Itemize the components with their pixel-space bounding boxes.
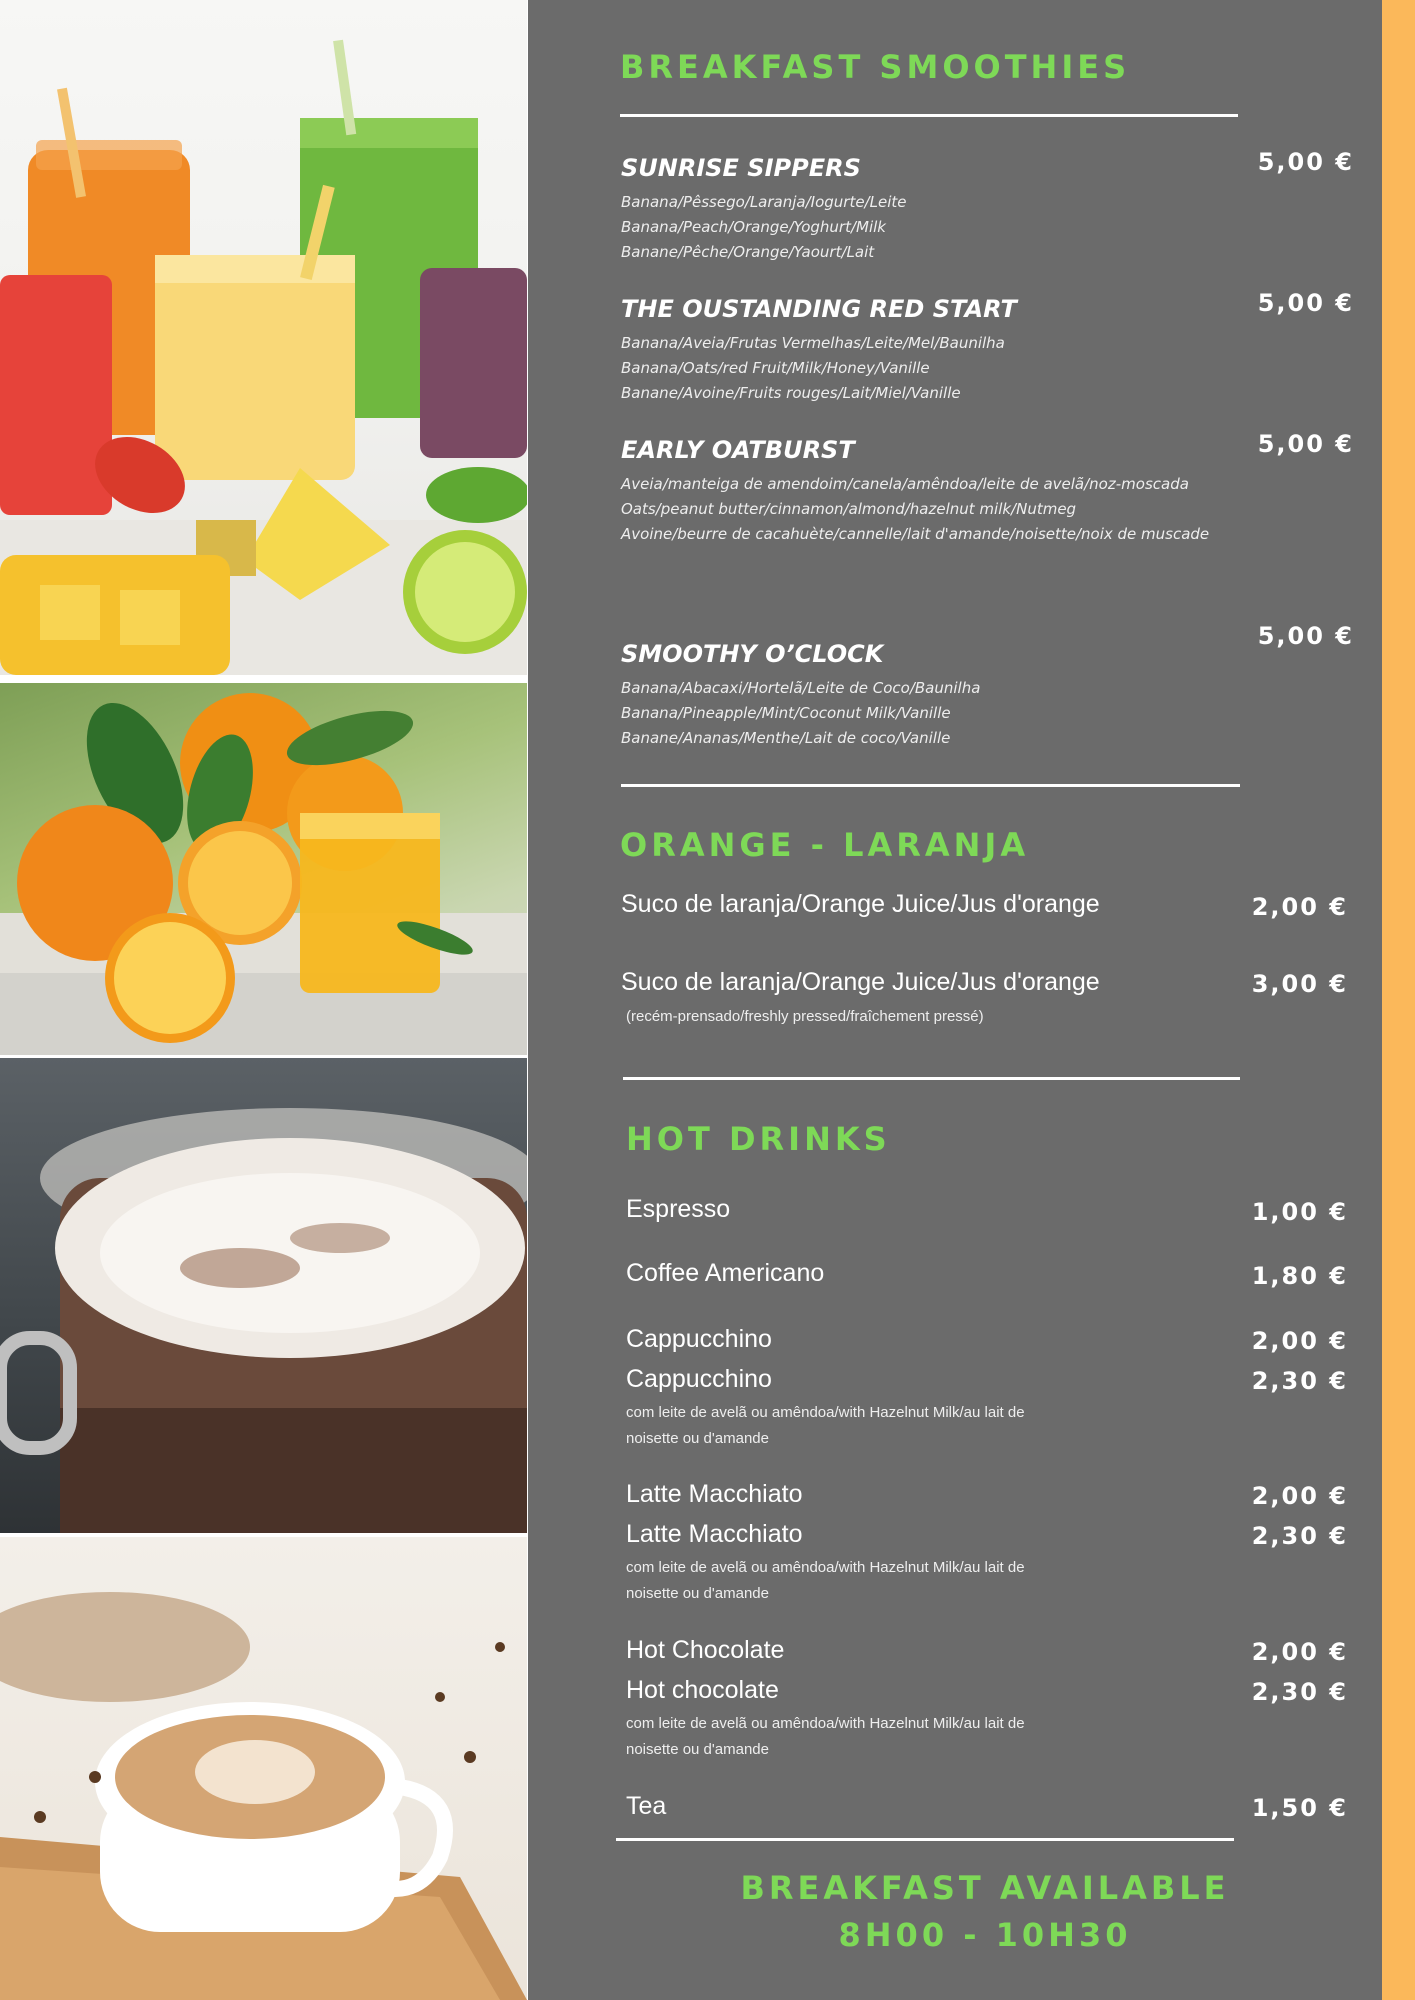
note-line: com leite de avelã ou amêndoa/with Hazelnut Milk/au lait de (626, 1404, 1025, 1421)
smoothie-name: EARLY OATBURST (621, 436, 855, 464)
description-line: Banane/Avoine/Fruits rouges/Lait/Miel/Vanille (621, 384, 961, 402)
drink-price: 2,30 € (1251, 1678, 1348, 1706)
menu-panel (528, 0, 1382, 2000)
drink-name: Cappucchino (626, 1325, 772, 1353)
hot-chocolate-illustration (0, 1058, 527, 1533)
description-line: Banana/Pineapple/Mint/Coconut Milk/Vanille (621, 704, 951, 722)
latte-illustration (0, 1537, 527, 2000)
orange-title: ORANGE - LARANJA (620, 826, 1030, 864)
smoothie-price: 5,00 € (1257, 148, 1354, 176)
juice-price: 2,00 € (1251, 893, 1348, 921)
drink-price: 2,00 € (1251, 1638, 1348, 1666)
drink-price: 2,00 € (1251, 1327, 1348, 1355)
drink-price: 1,50 € (1251, 1794, 1348, 1822)
description-line: Banana/Pêssego/Laranja/Iogurte/Leite (621, 193, 907, 211)
drink-price: 2,30 € (1251, 1522, 1348, 1550)
drink-name: Hot Chocolate (626, 1636, 785, 1664)
smoothie-price: 5,00 € (1257, 430, 1354, 458)
oranges-photo (0, 683, 527, 1055)
note-line: noisette ou d'amande (626, 1741, 769, 1758)
description-line: Aveia/manteiga de amendoim/canela/amêndoa/leite de avelã/noz-moscada (621, 475, 1189, 493)
note-line: com leite de avelã ou amêndoa/with Hazelnut Milk/au lait de (626, 1715, 1025, 1732)
drink-name: Tea (626, 1792, 667, 1820)
description-line: Avoine/beurre de cacahuète/cannelle/lait d'amande/noisette/noix de muscade (621, 525, 1210, 543)
juice-note: (recém-prensado/freshly pressed/fraîchement pressé) (626, 1008, 984, 1025)
drink-price: 2,30 € (1251, 1367, 1348, 1395)
drink-name: Coffee Americano (626, 1259, 825, 1287)
drink-price: 1,80 € (1251, 1262, 1348, 1290)
juice-name: Suco de laranja/Orange Juice/Jus d'orange (621, 968, 1100, 996)
note-line: noisette ou d'amande (626, 1585, 769, 1602)
drink-name: Cappucchino (626, 1365, 772, 1393)
smoothie-price: 5,00 € (1257, 289, 1354, 317)
description-line: Banana/Abacaxi/Hortelã/Leite de Coco/Baunilha (621, 679, 981, 697)
smoothie-description (621, 331, 1221, 406)
smoothie-description (621, 676, 1221, 751)
accent-strip (1382, 0, 1415, 2000)
juice-price: 3,00 € (1251, 970, 1348, 998)
juice-name: Suco de laranja/Orange Juice/Jus d'orange (621, 890, 1100, 918)
note-line: com leite de avelã ou amêndoa/with Hazelnut Milk/au lait de (626, 1559, 1025, 1576)
smoothies-photo (0, 0, 527, 675)
hot-drinks-title: HOT DRINKS (626, 1120, 891, 1158)
smoothies-illustration (0, 0, 527, 675)
smoothie-description (621, 190, 1221, 265)
description-line: Banana/Aveia/Frutas Vermelhas/Leite/Mel/Baunilha (621, 334, 1005, 352)
milk-note (626, 1555, 1025, 1607)
milk-note (626, 1711, 1025, 1763)
drink-name: Espresso (626, 1195, 731, 1223)
note-line: noisette ou d'amande (626, 1430, 769, 1447)
divider (616, 1838, 1234, 1841)
drink-name: Hot chocolate (626, 1676, 779, 1704)
description-line: Oats/peanut butter/cinnamon/almond/hazelnut milk/Nutmeg (621, 500, 1077, 518)
latte-photo (0, 1537, 527, 2000)
divider (623, 1077, 1240, 1080)
divider (620, 114, 1238, 117)
breakfast-hours: 8H00 - 10H30 (838, 1916, 1132, 1954)
milk-note (626, 1400, 1025, 1452)
smoothie-description (621, 472, 1221, 547)
smoothies-title: BREAKFAST SMOOTHIES (620, 48, 1131, 86)
description-line: Banana/Peach/Orange/Yoghurt/Milk (621, 218, 886, 236)
hot-chocolate-photo (0, 1058, 527, 1533)
description-line: Banane/Pêche/Orange/Yaourt/Lait (621, 243, 875, 261)
photo-column (0, 0, 528, 2000)
drink-name: Latte Macchiato (626, 1480, 803, 1508)
description-line: Banana/Oats/red Fruit/Milk/Honey/Vanille (621, 359, 930, 377)
drink-price: 2,00 € (1251, 1482, 1348, 1510)
drink-price: 1,00 € (1251, 1198, 1348, 1226)
smoothie-price: 5,00 € (1257, 622, 1354, 650)
smoothie-name: THE OUSTANDING RED START (621, 295, 1017, 323)
breakfast-available-label: BREAKFAST AVAILABLE (740, 1869, 1230, 1907)
smoothie-name: SMOOTHY O’CLOCK (621, 640, 884, 668)
description-line: Banane/Ananas/Menthe/Lait de coco/Vanille (621, 729, 951, 747)
divider (621, 784, 1240, 787)
smoothie-name: SUNRISE SIPPERS (621, 154, 861, 182)
drink-name: Latte Macchiato (626, 1520, 803, 1548)
oranges-illustration (0, 683, 527, 1055)
